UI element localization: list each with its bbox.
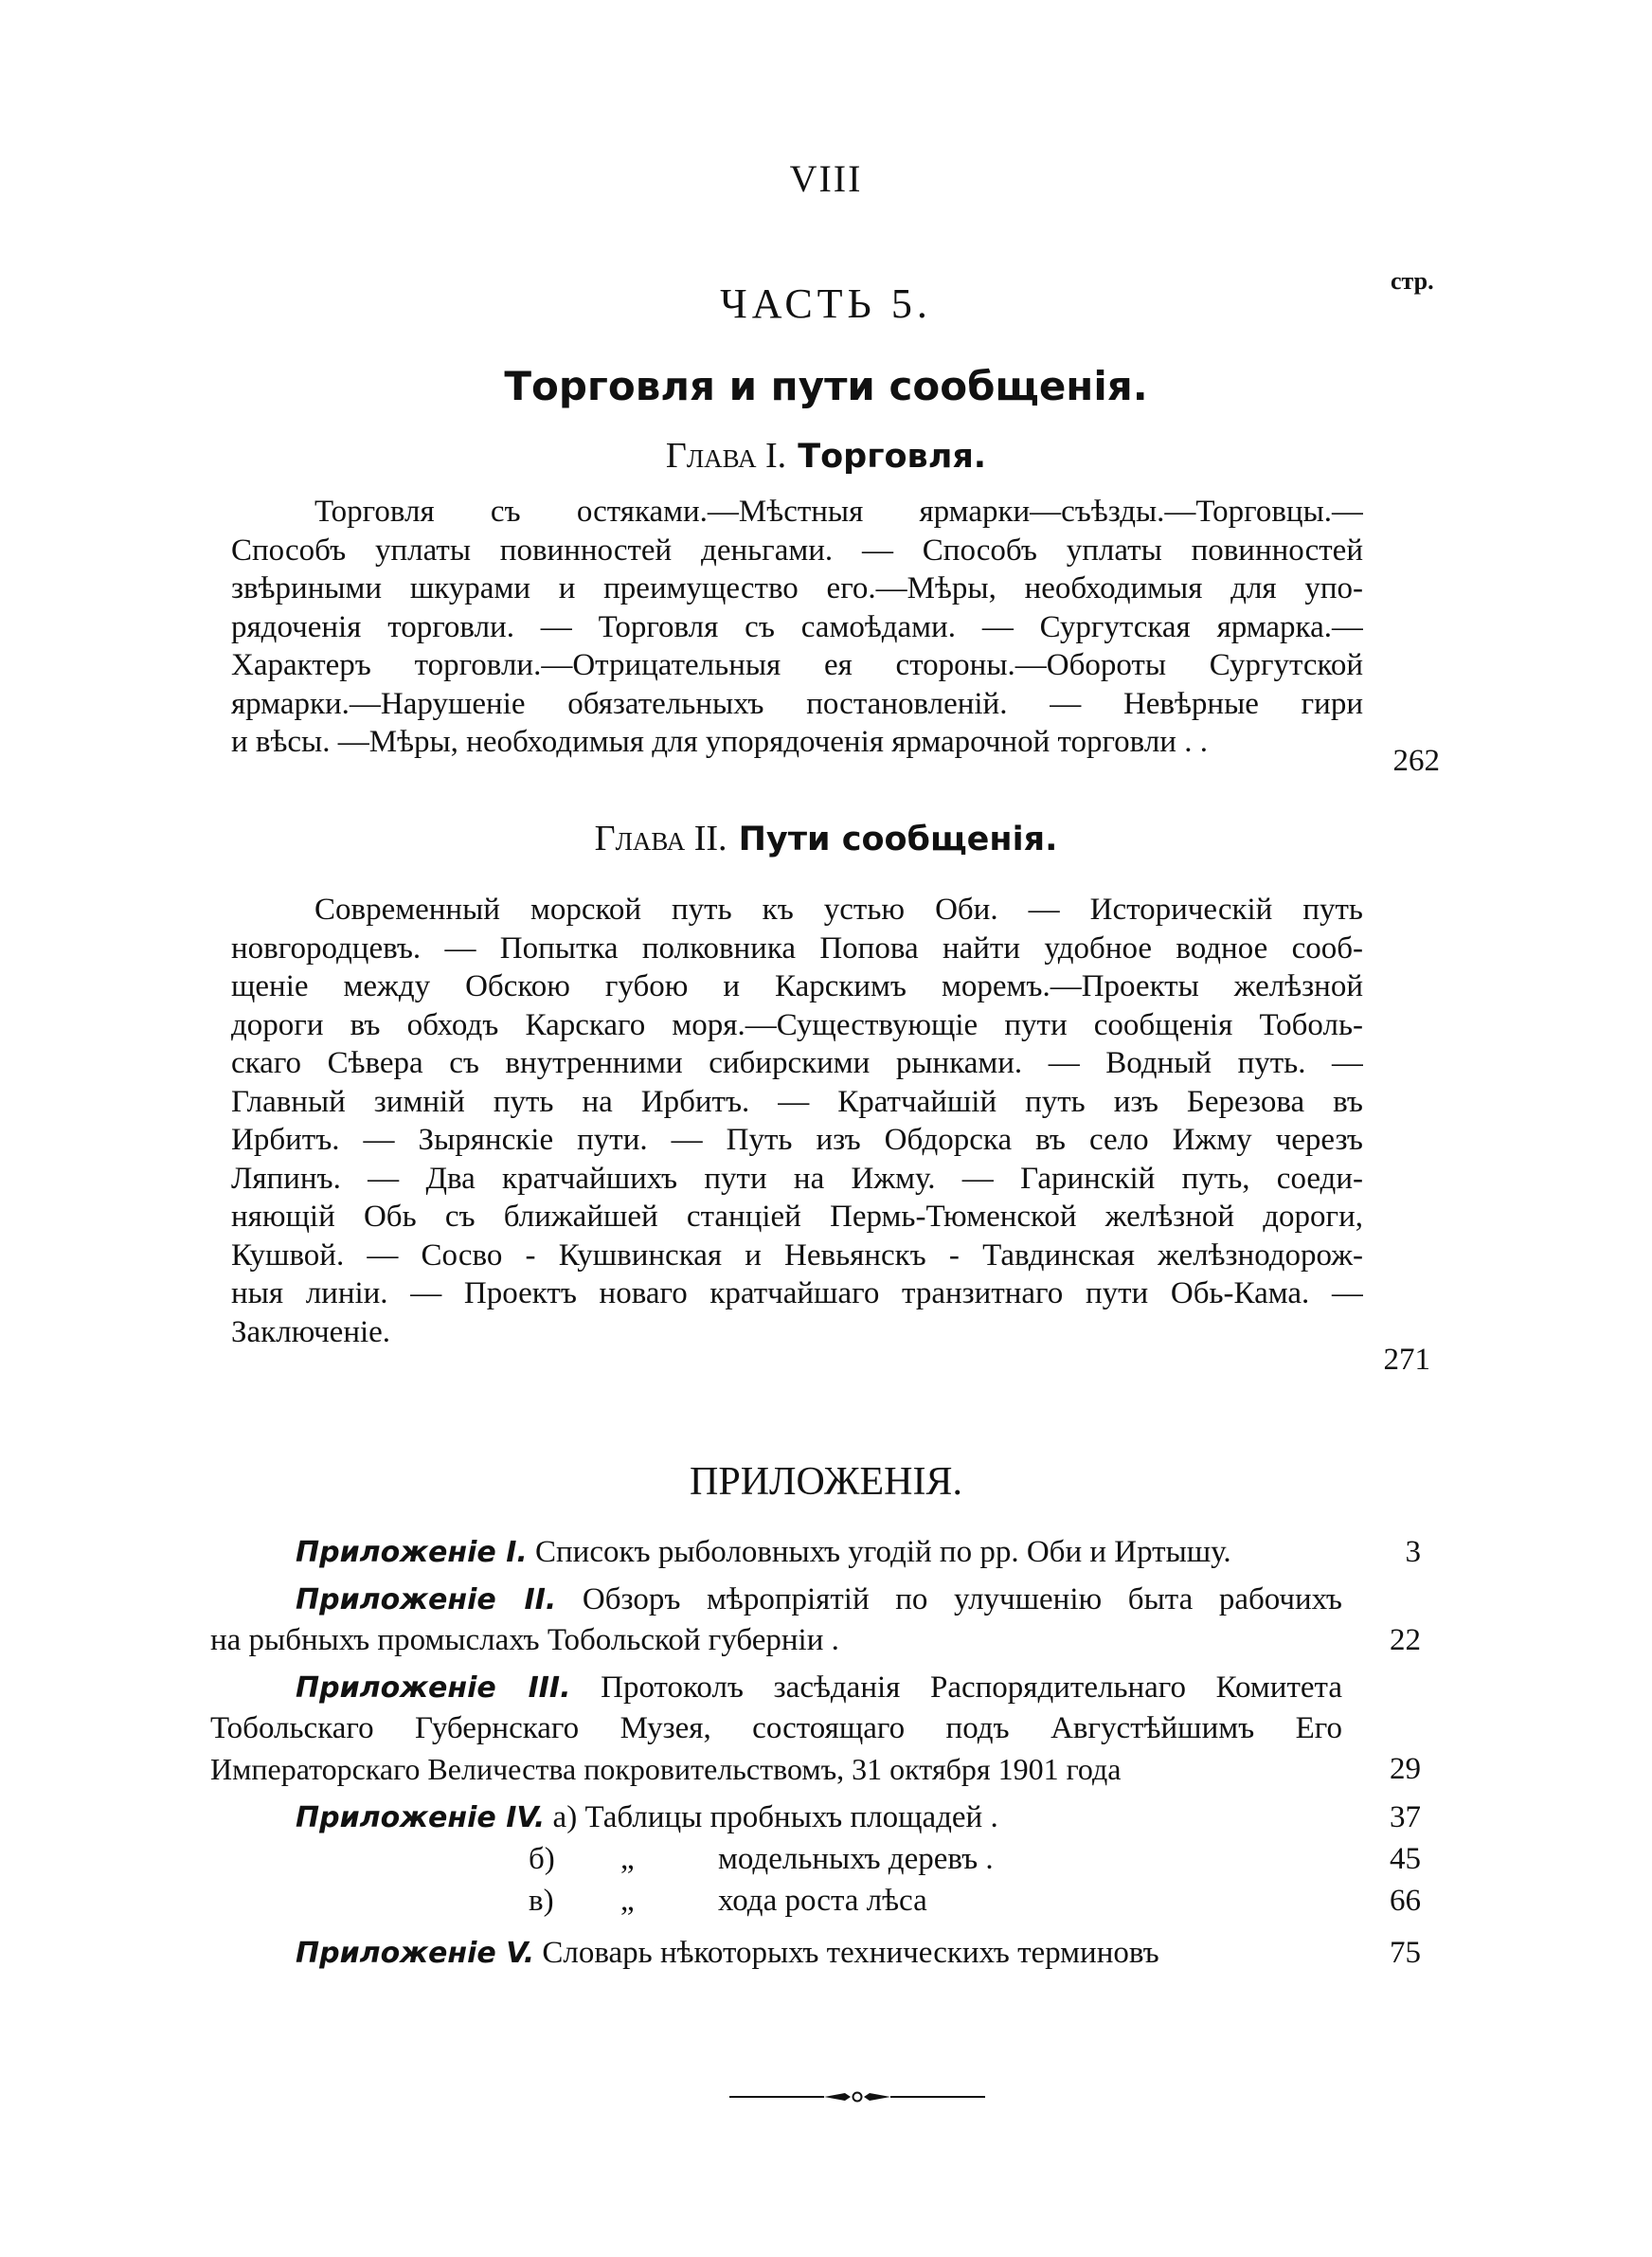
appendix-4-text-a: Таблицы пробныхъ площадей .: [584, 1800, 998, 1834]
chapter-2-summary: [231, 891, 1363, 1351]
appendix-4-label: Приложеніе IV.: [296, 1801, 546, 1834]
chapter-2-line: няющій Обь съ ближайшей станціей Пермь-Тюменской желѣзной дороги,: [231, 1200, 1363, 1234]
chapter-1-line: Торговля съ остяками.—Мѣстныя ярмарки—съѣзды.—Торговцы.—: [314, 495, 1363, 529]
appendix-1-line: [296, 1535, 1423, 1575]
section-title: Торговля и пути сообщенія.: [504, 363, 1148, 409]
appendix-4-page-a: 37: [1390, 1800, 1421, 1834]
chapter-1-line: рядоченія торговли. — Торговля съ самоѣдами. — Сургутская ярмарка.—: [231, 609, 1363, 644]
appendix-4-letter-c: в): [529, 1884, 554, 1918]
chapter-2-line: Ляпинъ. — Два кратчайшихъ пути на Ижму. — Гаринскій путь, соеди-: [231, 1161, 1363, 1196]
appendix-4-letter-a: а): [552, 1800, 578, 1834]
appendix-3-page: 29: [1390, 1752, 1421, 1786]
chapter-2-line: Заключеніе.: [231, 1314, 391, 1349]
appendix-1-text: Списокъ рыболовныхъ угодій по рр. Оби и Иртышу.: [535, 1535, 1231, 1569]
page-column-label: стр.: [1391, 267, 1434, 295]
appendix-2-line-2: на рыбныхъ промыслахъ Тобольской губерніи .: [210, 1623, 839, 1657]
chapter-2-line: щеніе между Обскою губою и Карскимъ моремъ.—Проекты желѣзной: [231, 969, 1363, 1003]
chapter-2-line: дороги въ обходъ Карскаго моря.—Существующіе пути сообщенія Тоболь-: [231, 1007, 1363, 1042]
chapter-2-heading: [0, 817, 1652, 859]
appendix-2-label: Приложеніе II.: [296, 1583, 557, 1616]
chapter-2-line: Главный зимній путь на Ирбитъ. — Кратчайшій путь изъ Березова въ: [231, 1084, 1363, 1119]
chapter-1-page: 262: [1392, 744, 1440, 778]
chapter-1-lead: Глава I.: [665, 436, 787, 476]
chapter-1-line: звѣриными шкурами и преимущество его.—Мѣры, необходимыя для упо-: [231, 571, 1363, 605]
appendix-2-text-1: Обзоръ мѣропріятій по улучшенію быта рабочихъ: [582, 1582, 1342, 1616]
appendix-3-line-2: Тобольскаго Губернскаго Музея, состоящаго подъ Августѣйшимъ Его: [210, 1711, 1342, 1745]
chapter-2-line: новгородцевъ. — Попытка полковника Попова найти удобное водное сооб-: [231, 930, 1363, 966]
chapter-2-line: скаго Сѣвера съ внутренними сибирскими рынками. — Водный путь. —: [231, 1046, 1363, 1080]
appendix-4-text-b: модельныхъ деревъ .: [718, 1842, 994, 1876]
appendix-5-line: [296, 1936, 1423, 1976]
chapter-2-lead: Глава II.: [594, 819, 727, 858]
appendix-2-page: 22: [1390, 1623, 1421, 1657]
appendix-5-label: Приложеніе V.: [296, 1937, 535, 1970]
chapter-1-name: Торговля.: [798, 438, 987, 476]
chapter-1-heading: [0, 434, 1652, 477]
chapter-1-line: ярмарки.—Нарушеніе обязательныхъ постановленій. — Невѣрные гири: [231, 686, 1363, 721]
appendix-3-text-1: Протоколъ засѣданія Распорядительнаго Комитета: [601, 1670, 1342, 1705]
chapter-2-name: Пути сообщенія.: [738, 821, 1058, 858]
appendix-4-letter-b: б): [529, 1842, 555, 1876]
chapter-1-line: Характеръ торговли.—Отрицательныя ея стороны.—Обороты Сургутской: [231, 648, 1363, 682]
appendix-4-text-c: хода роста лѣса: [718, 1884, 927, 1918]
chapter-1-line: Способъ уплаты повинностей деньгами. — Способъ уплаты повинностей: [231, 533, 1363, 568]
chapter-2-line: ныя линіи. — Проектъ новаго кратчайшаго транзитнаго пути Обь-Кама. —: [231, 1276, 1363, 1310]
part-title: ЧАСТЬ 5.: [720, 280, 932, 327]
chapter-2-line: Современный морской путь къ устью Оби. — Историческій путь: [314, 893, 1363, 927]
appendix-3-line-1: [296, 1670, 1342, 1710]
chapter-1-summary: [231, 493, 1363, 762]
appendix-5-page: 75: [1390, 1936, 1421, 1970]
page-number: VIII: [789, 157, 863, 200]
appendix-3-line-3: Императорскаго Величества покровительствомъ, 31 октября 1901 года: [210, 1752, 1122, 1786]
appendix-4-page-b: 45: [1390, 1842, 1421, 1876]
appendix-title: ПРИЛОЖЕНІЯ.: [690, 1460, 962, 1504]
appendix-1-page: 3: [1405, 1535, 1421, 1569]
appendix-3-label: Приложеніе III.: [296, 1671, 571, 1705]
chapter-2-line: Кушвой. — Сосво - Кушвинская и Невьянскъ - Тавдинская желѣзнодорож-: [231, 1237, 1363, 1273]
appendix-4-ditto-c: „: [620, 1884, 635, 1918]
decorative-ornament-divider: [729, 2089, 985, 2108]
appendix-2-line-1: [296, 1582, 1342, 1622]
appendix-4-page-c: 66: [1390, 1884, 1421, 1918]
chapter-2-page: 271: [1383, 1343, 1430, 1377]
appendix-1-label: Приложеніе I.: [296, 1536, 528, 1569]
chapter-1-line: и вѣсы. —Мѣры, необходимыя для упорядоченія ярмарочной торговли . .: [231, 725, 1208, 759]
appendix-5-text: Словарь нѣкоторыхъ техническихъ терминовъ: [542, 1936, 1159, 1970]
appendix-4-line-a: [296, 1800, 1423, 1840]
appendix-4-ditto-b: „: [620, 1842, 635, 1876]
chapter-2-line: Ирбитъ. — Зырянскіе пути. — Путь изъ Обдорска въ село Ижму черезъ: [231, 1123, 1363, 1157]
